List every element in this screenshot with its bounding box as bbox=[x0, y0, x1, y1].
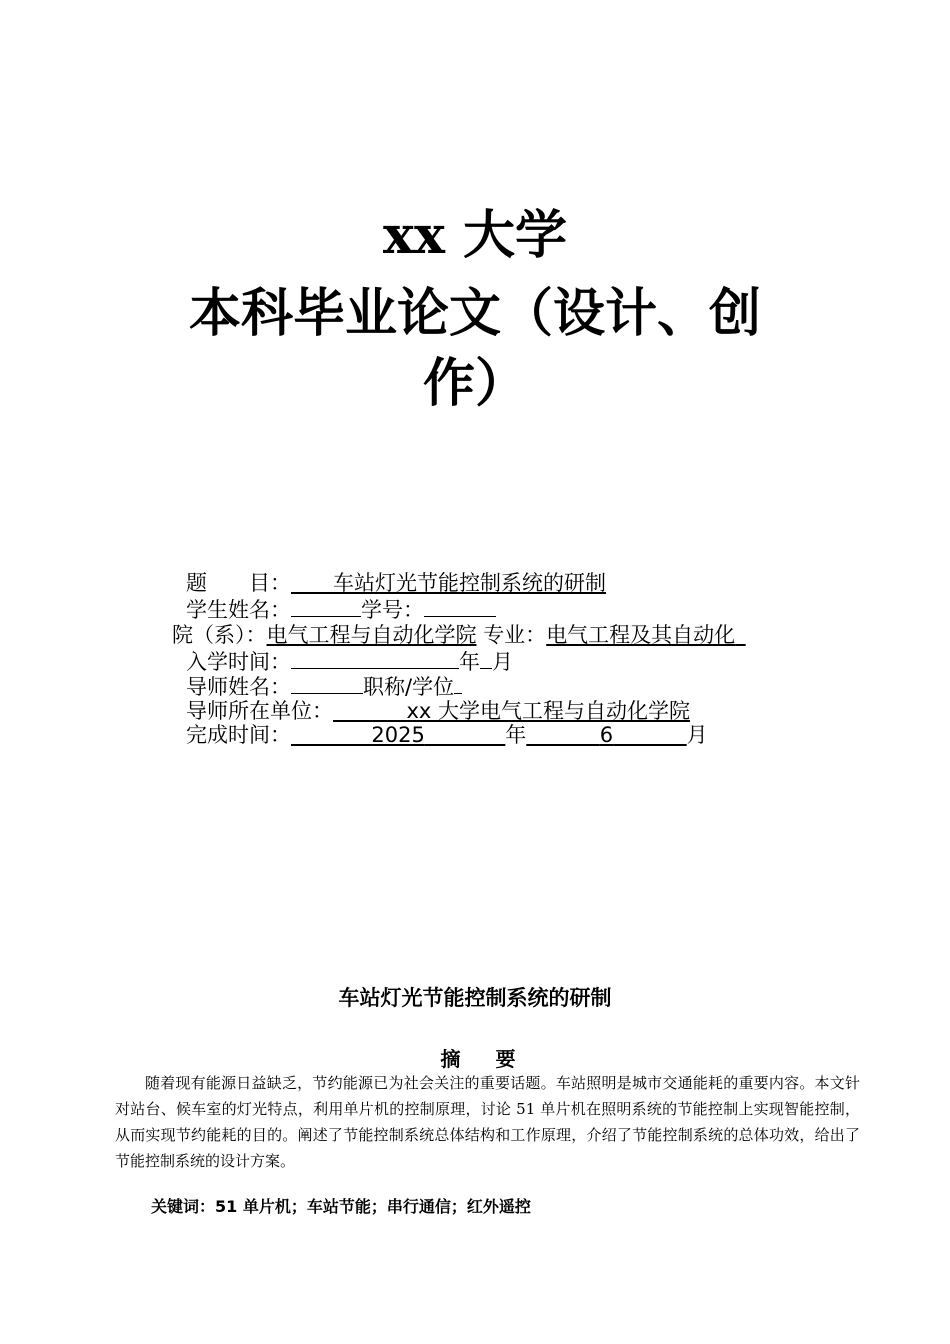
enroll-label: 入学时间： bbox=[186, 650, 291, 674]
enroll-month-suffix: 月 bbox=[492, 650, 513, 674]
keywords-row bbox=[151, 1194, 531, 1217]
finish-year-suffix: 年 bbox=[505, 723, 527, 747]
finish-year-value: 2025 bbox=[371, 723, 425, 747]
student-no-blank bbox=[424, 596, 496, 617]
advisor-unit-row bbox=[186, 698, 690, 724]
finish-label: 完成时间： bbox=[186, 723, 291, 747]
abstract-heading: 摘 要 bbox=[440, 1047, 530, 1071]
topic-value: 车站灯光节能控制系统的研制 bbox=[333, 571, 606, 595]
thesis-type-title-line1: 本科毕业论文（设计、创 bbox=[188, 283, 761, 344]
advisor-label: 导师姓名： bbox=[186, 675, 291, 699]
advisor-row bbox=[186, 673, 462, 700]
major-value: 电气工程及其自动化 bbox=[546, 623, 736, 647]
enroll-row bbox=[186, 648, 513, 675]
finish-month-value: 6 bbox=[599, 723, 614, 747]
department-value: 电气工程与自动化学院 bbox=[266, 623, 477, 647]
department-row bbox=[172, 622, 746, 648]
keywords-label: 关键词： bbox=[151, 1197, 216, 1216]
student-no-label: 学号： bbox=[361, 598, 424, 622]
enroll-year-suffix: 年 bbox=[459, 650, 480, 674]
department-label: 院（系）： bbox=[172, 623, 267, 647]
topic-row bbox=[186, 570, 606, 596]
advisor-unit-label: 导师所在单位： bbox=[186, 699, 333, 723]
advisor-name-blank bbox=[291, 673, 363, 694]
topic-label: 题 目： bbox=[186, 571, 291, 595]
thesis-type-title-line2: 作） bbox=[422, 353, 527, 414]
enroll-month-blank bbox=[480, 648, 492, 669]
advisor-title-label: 职称/学位 bbox=[363, 675, 455, 699]
advisor-unit-value: xx 大学电气工程与自动化学院 bbox=[406, 699, 691, 723]
abstract-text: 随着现有能源日益缺乏，节约能源已为社会关注的重要话题。车站照明是城市交通能耗的重要内容。本文针对站台、候车室的灯光特点，利用单片机的控制原理，讨论 51 单片机在照明系统的节能控制上实现智能控制，从而实现节约能耗的目的。阐述了节能控制系统总体结构和工作原理，介绍了节能控制系统的总体功效，给出了节能控制系统的设计方案。 bbox=[115, 1074, 860, 1170]
student-name-label: 学生姓名： bbox=[186, 598, 291, 622]
finish-row bbox=[186, 722, 708, 748]
finish-month-suffix: 月 bbox=[686, 723, 708, 747]
student-row bbox=[186, 596, 496, 623]
major-label: 专业： bbox=[483, 623, 547, 647]
enroll-year-blank bbox=[291, 648, 459, 669]
university-name: xx 大学 bbox=[382, 205, 568, 266]
advisor-title-blank bbox=[454, 673, 462, 694]
keywords-value: 51 单片机；车站节能；串行通信；红外遥控 bbox=[215, 1197, 531, 1216]
paper-title: 车站灯光节能控制系统的研制 bbox=[338, 986, 612, 1010]
student-name-blank bbox=[291, 596, 361, 617]
